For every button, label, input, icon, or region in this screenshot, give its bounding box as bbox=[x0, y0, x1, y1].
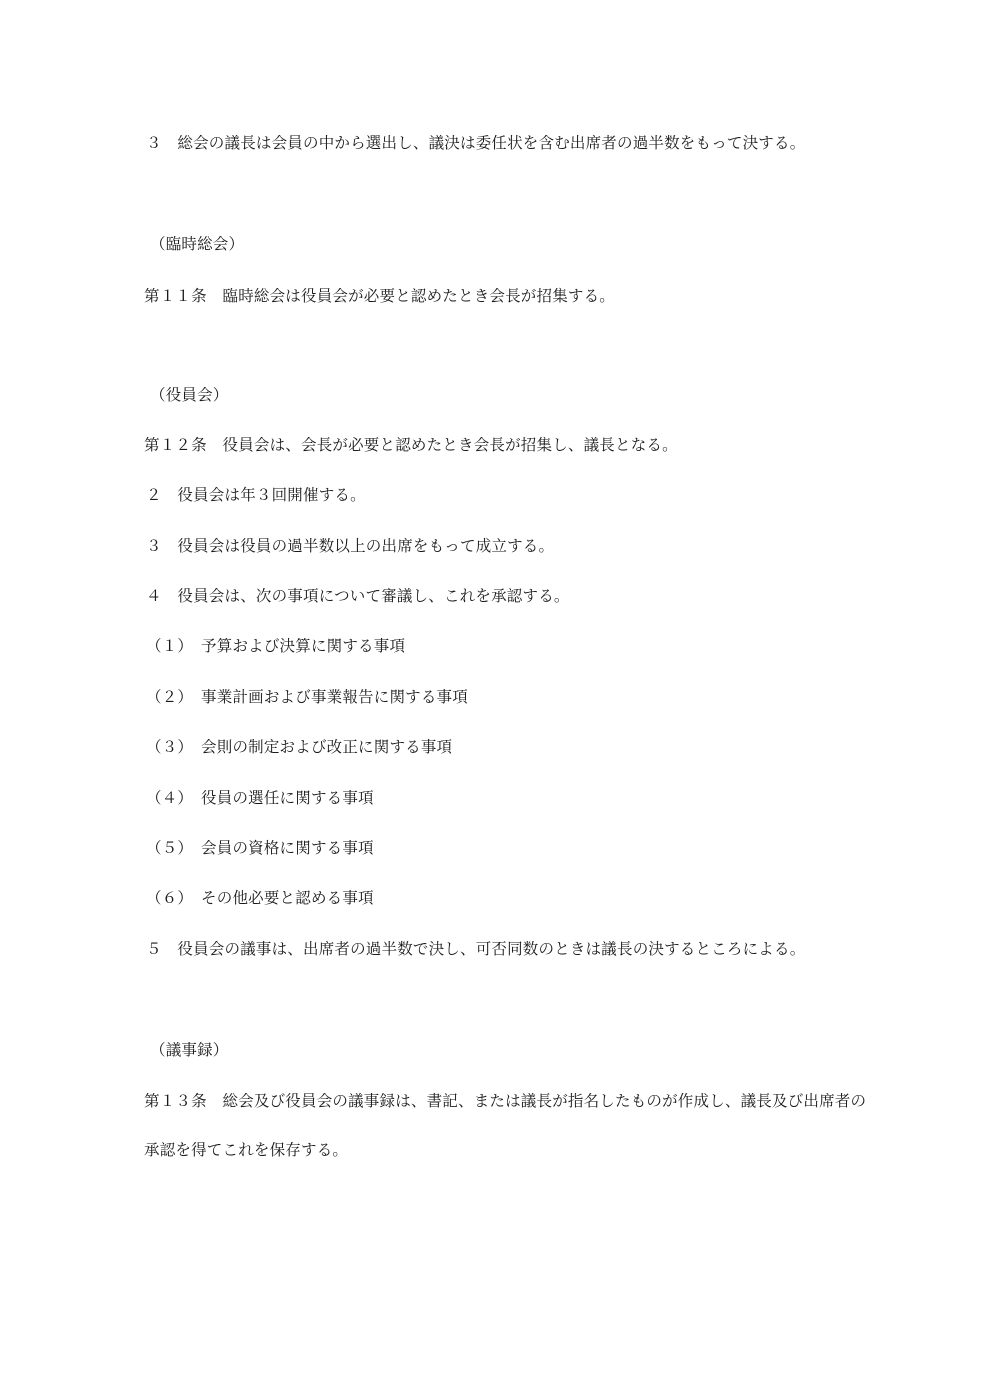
list-item: （１） 予算および決算に関する事項 bbox=[146, 637, 406, 655]
list-item: （５） 会員の資格に関する事項 bbox=[146, 839, 374, 857]
article-11-text: 第１１条 臨時総会は役員会が必要と認めたとき会長が招集する。 bbox=[144, 287, 616, 305]
list-item: （２） 事業計画および事業報告に関する事項 bbox=[146, 688, 468, 706]
article-13-heading: （議事録） bbox=[150, 1041, 229, 1059]
article-12-paragraph-4: ４ 役員会は、次の事項について審議し、これを承認する。 bbox=[146, 587, 570, 605]
article-11-heading: （臨時総会） bbox=[150, 235, 245, 253]
list-item: （３） 会則の制定および改正に関する事項 bbox=[146, 738, 453, 756]
article-12-paragraph-3: ３ 役員会は役員の過半数以上の出席をもって成立する。 bbox=[146, 537, 555, 555]
list-item: （６） その他必要と認める事項 bbox=[146, 889, 374, 907]
article-12-text: 第１２条 役員会は、会長が必要と認めたとき会長が招集し、議長となる。 bbox=[144, 436, 678, 454]
list-item: （４） 役員の選任に関する事項 bbox=[146, 789, 374, 807]
article-13-text-line-2: 承認を得てこれを保存する。 bbox=[144, 1141, 349, 1159]
article-12-paragraph-2: ２ 役員会は年３回開催する。 bbox=[146, 486, 366, 504]
article-12-paragraph-5: ５ 役員会の議事は、出席者の過半数で決し、可否同数のときは議長の決するところによる。 bbox=[146, 940, 806, 958]
article-12-heading: （役員会） bbox=[150, 386, 229, 404]
article-10-paragraph-3: ３ 総会の議長は会員の中から選出し、議決は委任状を含む出席者の過半数をもって決する。 bbox=[146, 134, 806, 152]
article-13-text-line-1: 第１３条 総会及び役員会の議事録は、書記、または議長が指名したものが作成し、議長及び出席者の bbox=[144, 1092, 867, 1110]
